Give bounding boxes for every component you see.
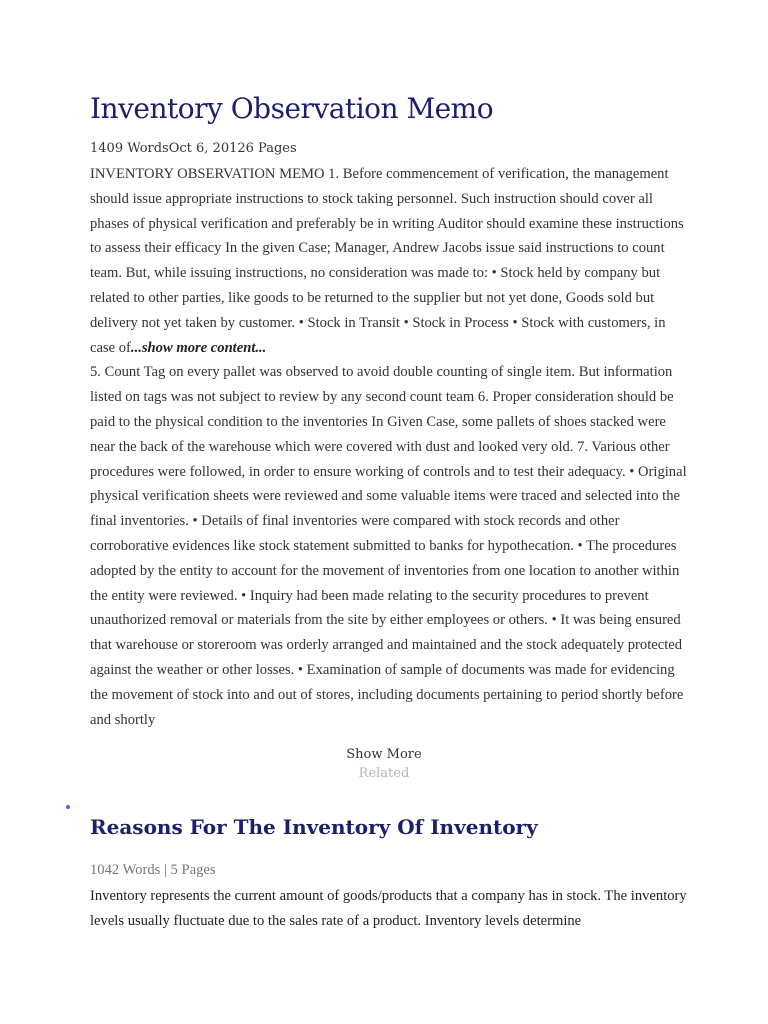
document-meta: 1409 WordsOct 6, 20126 Pages xyxy=(90,141,297,156)
page-title: Inventory Observation Memo xyxy=(90,92,494,125)
related-item-excerpt: Inventory represents the current amount of goods/products that a company has in stock. The inventory levels usually fluctuate due to the sales rate of a product. Inventory levels determine xyxy=(90,888,687,929)
document-body xyxy=(90,162,690,732)
related-item-title-link[interactable]: Reasons For The Inventory Of Inventory xyxy=(90,815,538,839)
related-item-meta: 1042 Words | 5 Pages xyxy=(90,862,216,878)
paragraph-2: 5. Count Tag on every pallet was observed to avoid double counting of single item. But information listed on tags was not subject to review by any second count team 6. Proper consideration should be paid to the physical condition to the inventories In Given Case, some pallets of shoes stacked were near the back of the warehouse which were covered with dust and looked very old. 7. Various other procedures were followed, in order to ensure working of controls and to test their adequacy. • Original physical verification sheets were reviewed and some valuable items were traced and selected into the final inventories. • Details of final inventories were compared with stock records and other corroborative evidences like stock statement submitted to banks for hypothecation. • The procedures adopted by the entity to account for the movement of inventories from one location to another within the entity were reviewed. • Inquiry had been made relating to the security procedures to prevent unauthorized removal or materials from the site by either employees or others. • It was being ensured that warehouse or storeroom was orderly arranged and maintained and the stock adequately protected against the weather or other losses. • Examination of sample of documents was made for evidencing the movement of stock into and out of stores, including documents pertaining to period shortly before and shortly xyxy=(90,364,687,728)
show-more-content-link[interactable]: ...show more content... xyxy=(130,339,267,356)
paragraph-1 xyxy=(90,162,690,360)
related-label: Related xyxy=(358,766,410,781)
show-more-button[interactable]: Show More xyxy=(346,747,422,762)
paragraph-1-text: INVENTORY OBSERVATION MEMO 1. Before commencement of verification, the management should issue appropriate instructions to stock taking personnel. Such instruction should cover all phases of physical verification and preferably be in writing Auditor should examine these instructions to assess their efficacy In the given Case; Manager, Andrew Jacobs issue said instructions to count team. But, while issuing instructions, no consideration was made to: • Stock held by company but related to other parties, like goods to be returned to the supplier but not yet done, Goods sold but delivery not yet taken by customer. • Stock in Transit • Stock in Process • Stock with customers, in case of xyxy=(90,166,684,356)
list-bullet-icon xyxy=(66,805,70,809)
